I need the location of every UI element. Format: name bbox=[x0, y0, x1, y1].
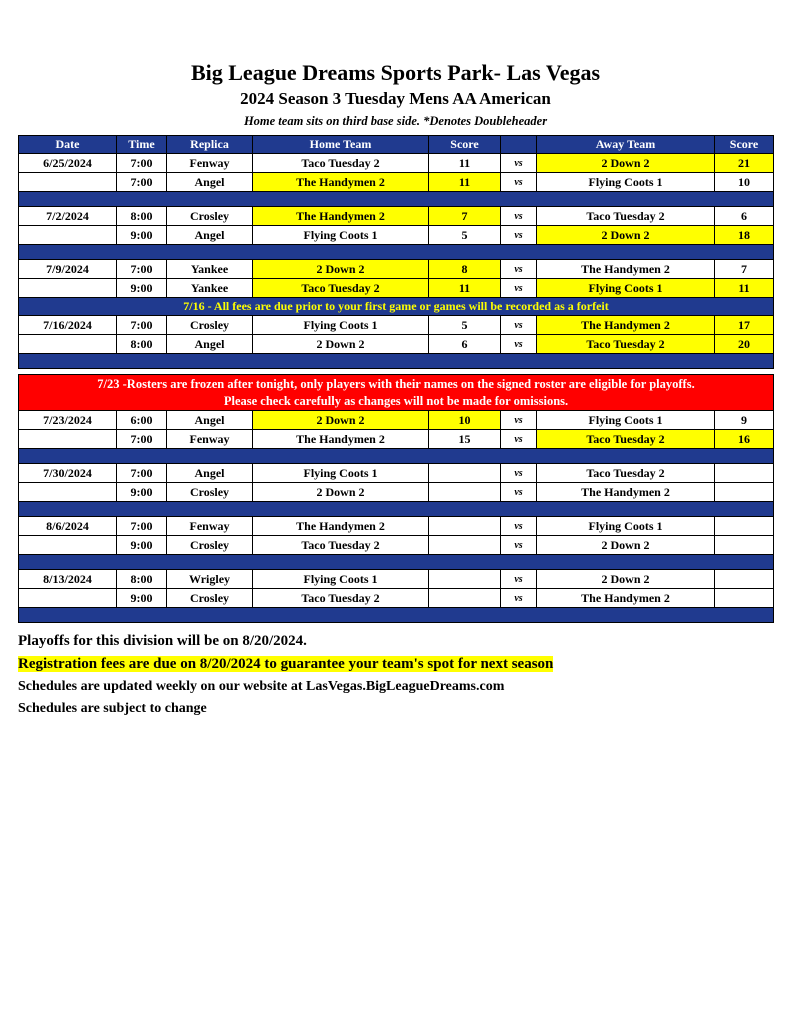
away-team-cell: Flying Coots 1 bbox=[537, 517, 715, 536]
replica-cell: Crosley bbox=[167, 536, 253, 555]
spacer-band bbox=[19, 245, 774, 260]
vs-cell: vs bbox=[501, 517, 537, 536]
spacer-band bbox=[19, 608, 774, 623]
home-score-cell: 11 bbox=[429, 279, 501, 298]
home-team-cell: 2 Down 2 bbox=[253, 483, 429, 502]
date-cell: 7/9/2024 bbox=[19, 260, 117, 279]
replica-cell: Yankee bbox=[167, 260, 253, 279]
banner-row bbox=[19, 375, 774, 411]
date-cell bbox=[19, 589, 117, 608]
website-note bbox=[18, 679, 773, 695]
home-team-cell: The Handymen 2 bbox=[253, 173, 429, 192]
game-row bbox=[19, 411, 774, 430]
vs-cell: vs bbox=[501, 207, 537, 226]
spacer-row bbox=[19, 608, 774, 623]
home-team-cell: Taco Tuesday 2 bbox=[253, 589, 429, 608]
time-cell: 7:00 bbox=[117, 430, 167, 449]
home-team-cell: 2 Down 2 bbox=[253, 411, 429, 430]
game-row bbox=[19, 316, 774, 335]
home-team-cell: 2 Down 2 bbox=[253, 335, 429, 354]
time-cell: 9:00 bbox=[117, 536, 167, 555]
time-cell: 6:00 bbox=[117, 411, 167, 430]
away-score-cell bbox=[715, 570, 774, 589]
away-team-cell: 2 Down 2 bbox=[537, 226, 715, 245]
time-cell: 7:00 bbox=[117, 260, 167, 279]
home-score-cell bbox=[429, 483, 501, 502]
vs-cell: vs bbox=[501, 589, 537, 608]
vs-cell: vs bbox=[501, 154, 537, 173]
spacer-row bbox=[19, 502, 774, 517]
away-team-cell: Taco Tuesday 2 bbox=[537, 207, 715, 226]
time-header: Time bbox=[117, 136, 167, 154]
registration-fees-note-text: Registration fees are due on 8/20/2024 to guarantee your team's spot for next season bbox=[18, 656, 554, 672]
home-score-cell: 5 bbox=[429, 226, 501, 245]
away-team-cell: Flying Coots 1 bbox=[537, 411, 715, 430]
home-score-cell: 7 bbox=[429, 207, 501, 226]
date-cell bbox=[19, 226, 117, 245]
away-score-cell bbox=[715, 517, 774, 536]
away-team-cell: The Handymen 2 bbox=[537, 589, 715, 608]
away-team-cell: 2 Down 2 bbox=[537, 570, 715, 589]
game-row bbox=[19, 173, 774, 192]
date-cell: 7/23/2024 bbox=[19, 411, 117, 430]
spacer-row bbox=[19, 555, 774, 570]
game-row bbox=[19, 570, 774, 589]
vs-cell: vs bbox=[501, 464, 537, 483]
game-row bbox=[19, 517, 774, 536]
spacer-band bbox=[19, 502, 774, 517]
table-header-row bbox=[19, 136, 774, 154]
replica-cell: Fenway bbox=[167, 154, 253, 173]
vs-cell: vs bbox=[501, 173, 537, 192]
fees-due-notice: 7/16 - All fees are due prior to your first game or games will be recorded as a forfeit bbox=[19, 298, 774, 316]
home-team-header: Home Team bbox=[253, 136, 429, 154]
away-team-header: Away Team bbox=[537, 136, 715, 154]
home-score-cell: 8 bbox=[429, 260, 501, 279]
away-score-cell: 18 bbox=[715, 226, 774, 245]
time-cell: 9:00 bbox=[117, 483, 167, 502]
spacer-band bbox=[19, 449, 774, 464]
game-row bbox=[19, 207, 774, 226]
home-score-cell bbox=[429, 464, 501, 483]
spacer-row bbox=[19, 245, 774, 260]
replica-cell: Angel bbox=[167, 411, 253, 430]
vs-cell: vs bbox=[501, 570, 537, 589]
away-score-cell: 20 bbox=[715, 335, 774, 354]
away-score-cell bbox=[715, 536, 774, 555]
home-team-cell: 2 Down 2 bbox=[253, 260, 429, 279]
game-row bbox=[19, 589, 774, 608]
game-row bbox=[19, 464, 774, 483]
spacer-band bbox=[19, 555, 774, 570]
replica-cell: Crosley bbox=[167, 589, 253, 608]
away-score-cell: 6 bbox=[715, 207, 774, 226]
home-score-cell bbox=[429, 570, 501, 589]
home-team-cell: Taco Tuesday 2 bbox=[253, 154, 429, 173]
game-row bbox=[19, 335, 774, 354]
roster-freeze-banner bbox=[19, 375, 774, 411]
banner-line: Please check carefully as changes will not be made for omissions. bbox=[223, 393, 569, 408]
game-row bbox=[19, 226, 774, 245]
replica-cell: Crosley bbox=[167, 316, 253, 335]
date-cell: 8/6/2024 bbox=[19, 517, 117, 536]
spacer-row bbox=[19, 354, 774, 369]
away-score-cell: 10 bbox=[715, 173, 774, 192]
date-cell bbox=[19, 335, 117, 354]
replica-cell: Crosley bbox=[167, 207, 253, 226]
replica-cell: Angel bbox=[167, 226, 253, 245]
spacer-row bbox=[19, 192, 774, 207]
game-row bbox=[19, 430, 774, 449]
date-cell bbox=[19, 536, 117, 555]
header-row bbox=[19, 136, 774, 154]
replica-cell: Angel bbox=[167, 173, 253, 192]
vs-cell: vs bbox=[501, 430, 537, 449]
away-team-cell: 2 Down 2 bbox=[537, 154, 715, 173]
time-cell: 8:00 bbox=[117, 335, 167, 354]
time-cell: 7:00 bbox=[117, 173, 167, 192]
date-cell bbox=[19, 483, 117, 502]
home-score-cell: 5 bbox=[429, 316, 501, 335]
away-score-cell: 16 bbox=[715, 430, 774, 449]
time-cell: 9:00 bbox=[117, 226, 167, 245]
game-row bbox=[19, 154, 774, 173]
home-score-cell: 10 bbox=[429, 411, 501, 430]
registration-fees-note bbox=[18, 656, 773, 673]
home-score-cell: 11 bbox=[429, 154, 501, 173]
home-team-note: Home team sits on third base side. *Denotes Doubleheader bbox=[243, 114, 548, 128]
date-cell: 7/16/2024 bbox=[19, 316, 117, 335]
away-team-cell: 2 Down 2 bbox=[537, 536, 715, 555]
date-cell bbox=[19, 279, 117, 298]
home-team-cell: Flying Coots 1 bbox=[253, 570, 429, 589]
away-team-cell: Taco Tuesday 2 bbox=[537, 464, 715, 483]
away-score-cell: 17 bbox=[715, 316, 774, 335]
away-score-cell: 9 bbox=[715, 411, 774, 430]
date-header: Date bbox=[19, 136, 117, 154]
away-team-cell: Flying Coots 1 bbox=[537, 173, 715, 192]
away-team-cell: Taco Tuesday 2 bbox=[537, 430, 715, 449]
game-row bbox=[19, 279, 774, 298]
time-cell: 8:00 bbox=[117, 207, 167, 226]
away-score-cell: 7 bbox=[715, 260, 774, 279]
playoffs-note-text: Playoffs for this division will be on 8/20/2024. bbox=[18, 633, 307, 649]
home-team-cell: The Handymen 2 bbox=[253, 517, 429, 536]
date-cell bbox=[19, 173, 117, 192]
away-team-cell: Taco Tuesday 2 bbox=[537, 335, 715, 354]
spacer-row bbox=[19, 449, 774, 464]
time-cell: 7:00 bbox=[117, 154, 167, 173]
vs-cell: vs bbox=[501, 316, 537, 335]
replica-cell: Wrigley bbox=[167, 570, 253, 589]
vs-cell: vs bbox=[501, 483, 537, 502]
subject-to-change-note bbox=[18, 701, 773, 717]
home-team-cell: The Handymen 2 bbox=[253, 207, 429, 226]
home-score-cell: 6 bbox=[429, 335, 501, 354]
playoffs-note bbox=[18, 633, 773, 650]
spacer-band bbox=[19, 192, 774, 207]
replica-cell: Angel bbox=[167, 464, 253, 483]
time-cell: 7:00 bbox=[117, 517, 167, 536]
home-team-cell: Taco Tuesday 2 bbox=[253, 279, 429, 298]
replica-cell: Yankee bbox=[167, 279, 253, 298]
replica-cell: Crosley bbox=[167, 483, 253, 502]
away-team-cell: The Handymen 2 bbox=[537, 483, 715, 502]
replica-cell: Fenway bbox=[167, 430, 253, 449]
away-team-cell: The Handymen 2 bbox=[537, 316, 715, 335]
home-score-cell bbox=[429, 536, 501, 555]
time-cell: 8:00 bbox=[117, 570, 167, 589]
website-note-text: Schedules are updated weekly on our website at LasVegas.BigLeagueDreams.com bbox=[18, 679, 505, 694]
away-score-cell bbox=[715, 483, 774, 502]
home-team-cell: Flying Coots 1 bbox=[253, 226, 429, 245]
away-team-cell: Flying Coots 1 bbox=[537, 279, 715, 298]
vs-cell: vs bbox=[501, 279, 537, 298]
away-score-cell: 21 bbox=[715, 154, 774, 173]
game-row bbox=[19, 260, 774, 279]
vs-cell: vs bbox=[501, 260, 537, 279]
away-team-cell: The Handymen 2 bbox=[537, 260, 715, 279]
home-team-cell: The Handymen 2 bbox=[253, 430, 429, 449]
home-team-cell: Flying Coots 1 bbox=[253, 316, 429, 335]
vs-cell: vs bbox=[501, 536, 537, 555]
time-cell: 7:00 bbox=[117, 316, 167, 335]
away-score-cell bbox=[715, 464, 774, 483]
home-score-cell bbox=[429, 517, 501, 536]
time-cell: 7:00 bbox=[117, 464, 167, 483]
note-row bbox=[19, 298, 774, 316]
banner-line: 7/23 -Rosters are frozen after tonight, only players with their names on the signed roster are eligible for playoffs. bbox=[97, 377, 695, 392]
home-score-header: Score bbox=[429, 136, 501, 154]
home-team-cell: Taco Tuesday 2 bbox=[253, 536, 429, 555]
vs-cell: vs bbox=[501, 411, 537, 430]
game-row bbox=[19, 536, 774, 555]
time-cell: 9:00 bbox=[117, 279, 167, 298]
away-score-cell bbox=[715, 589, 774, 608]
home-score-cell: 11 bbox=[429, 173, 501, 192]
subject-to-change-note-text: Schedules are subject to change bbox=[18, 701, 207, 716]
schedule-table bbox=[18, 135, 774, 623]
away-score-cell: 11 bbox=[715, 279, 774, 298]
table-body bbox=[19, 154, 774, 623]
home-score-cell: 15 bbox=[429, 430, 501, 449]
home-score-cell bbox=[429, 589, 501, 608]
vs-cell: vs bbox=[501, 226, 537, 245]
vs-header bbox=[501, 136, 537, 154]
date-cell: 7/2/2024 bbox=[19, 207, 117, 226]
time-cell: 9:00 bbox=[117, 589, 167, 608]
replica-cell: Angel bbox=[167, 335, 253, 354]
home-team-cell: Flying Coots 1 bbox=[253, 464, 429, 483]
page-subtitle: 2024 Season 3 Tuesday Mens AA American bbox=[240, 89, 551, 108]
page-title: Big League Dreams Sports Park- Las Vegas bbox=[190, 60, 601, 85]
date-cell: 7/30/2024 bbox=[19, 464, 117, 483]
game-row bbox=[19, 483, 774, 502]
date-cell: 6/25/2024 bbox=[19, 154, 117, 173]
spacer-band bbox=[19, 354, 774, 369]
replica-cell: Fenway bbox=[167, 517, 253, 536]
footer-notes bbox=[18, 633, 773, 717]
vs-cell: vs bbox=[501, 335, 537, 354]
replica-header: Replica bbox=[167, 136, 253, 154]
date-cell: 8/13/2024 bbox=[19, 570, 117, 589]
away-score-header: Score bbox=[715, 136, 774, 154]
date-cell bbox=[19, 430, 117, 449]
